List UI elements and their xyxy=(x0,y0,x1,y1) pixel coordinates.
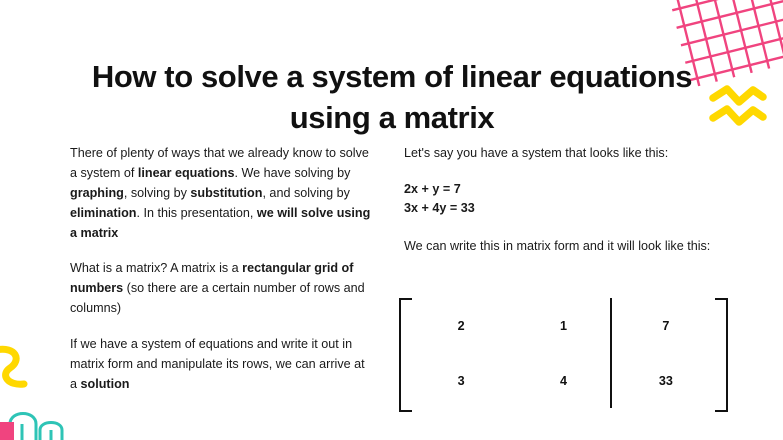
matrix-cell: 33 xyxy=(658,373,673,388)
matrix-cell: 3 xyxy=(457,373,465,388)
paragraph-intro: There of plenty of ways that we already know to solve a system of linear equations. We have solving by graphing, solving by substitution, and solving by elimination. In this presentation, we will solve using a matrix xyxy=(70,146,371,240)
matrix-grid xyxy=(410,298,717,408)
matrix-intro-text: We can write this in matrix form and it will look like this: xyxy=(404,238,711,253)
left-text-column xyxy=(70,144,372,395)
matrix-cell: 4 xyxy=(559,373,567,388)
pink-corner-decoration-icon xyxy=(0,422,14,440)
paragraph-definition: What is a matrix? A matrix is a rectangular grid of numbers (so there are a certain number of rows and columns) xyxy=(70,261,365,316)
arch-teal-decoration-icon xyxy=(6,400,68,440)
example-intro-text: Let's say you have a system that looks like this: xyxy=(404,146,669,160)
matrix-cell: 1 xyxy=(559,318,567,333)
squiggle-yellow-decoration-icon xyxy=(0,344,38,390)
equation-1: 2x + y = 7 xyxy=(404,181,461,196)
paragraph-solution: If we have a system of equations and write it out in matrix form and manipulate its rows, we can arrive at a solution xyxy=(70,337,365,391)
matrix-cell: 7 xyxy=(662,318,670,333)
page-title: How to solve a system of linear equations using a matrix xyxy=(91,58,693,135)
augmented-matrix xyxy=(399,298,728,408)
equation-list xyxy=(404,180,722,219)
equation-2: 3x + 4y = 33 xyxy=(404,201,475,216)
matrix-cell: 2 xyxy=(457,318,465,333)
right-text-column xyxy=(404,144,722,257)
